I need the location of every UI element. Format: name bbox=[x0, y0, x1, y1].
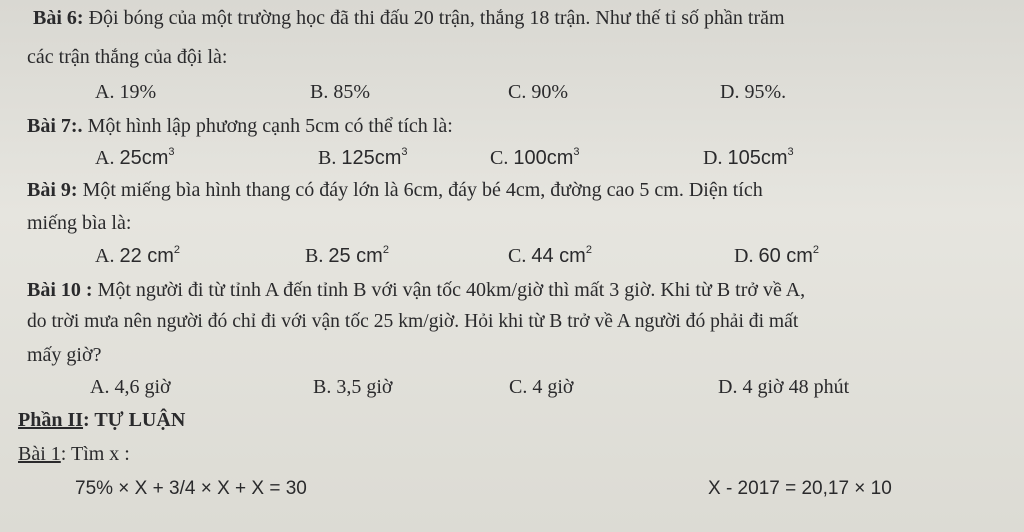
part2-title-b: : TỰ LUẬN bbox=[83, 409, 186, 431]
q6-option-b: B. 85% bbox=[310, 81, 370, 103]
bai1-text: : Tìm x : bbox=[60, 443, 130, 465]
q9-option-a: A. 22 $cm^2$ bbox=[95, 244, 181, 267]
q7-option-d: D. $105cm^3$ bbox=[703, 146, 794, 169]
q10-line2: do trời mưa nên người đó chỉ đi với vận tốc 25 km/giờ. Hỏi khi từ B trở về A người đó phải đi mất bbox=[27, 311, 799, 332]
q9-option-d: D. 60 $cm^2$ bbox=[734, 244, 820, 267]
bai1-line bbox=[18, 442, 130, 466]
q6-line2: các trận thắng của đội là: bbox=[27, 46, 228, 68]
q6-label: Bài 6: bbox=[33, 7, 84, 29]
q10-line1 bbox=[27, 278, 805, 302]
q6-option-c: C. 90% bbox=[508, 81, 568, 103]
q7-option-b: B. $125cm^3$ bbox=[318, 146, 408, 169]
q10-line3: mấy giờ? bbox=[27, 344, 102, 366]
q7-line bbox=[27, 114, 453, 138]
part2-title-a: Phần II bbox=[18, 409, 84, 431]
q6-option-d: D. 95%. bbox=[720, 81, 787, 103]
q10-text: Một người đi từ tỉnh A đến tỉnh B với vận tốc 40km/giờ thì mất 3 giờ. Khi từ B trở về A, bbox=[97, 279, 806, 301]
q9-line1 bbox=[27, 178, 763, 202]
q9-option-c: C. 44 $cm^2$ bbox=[508, 244, 592, 267]
q6-text: Đội bóng của một trường học đã thi đấu 20 trận, thắng 18 trận. Như thế tỉ số phần trăm bbox=[88, 7, 785, 29]
q6-option-a: A. 19% bbox=[95, 81, 157, 103]
bai1-equation-1: 75% × X + 3/4 × X + X = 30 bbox=[75, 478, 307, 499]
bai1-label: Bài 1 bbox=[18, 443, 61, 465]
q10-label: Bài 10 : bbox=[27, 279, 93, 301]
bai1-equation-2: X - 2017 = 20,17 × 10 bbox=[708, 478, 892, 499]
q10-option-d: D. 4 giờ 48 phút bbox=[718, 376, 850, 398]
q10-option-b: B. 3,5 giờ bbox=[313, 376, 393, 398]
q7-label: Bài 7:. bbox=[27, 115, 83, 137]
q10-option-c: C. 4 giờ bbox=[509, 376, 574, 398]
q9-label: Bài 9: bbox=[27, 179, 78, 201]
part2-heading bbox=[18, 408, 185, 432]
q9-line2: miếng bìa là: bbox=[27, 212, 132, 234]
q6-line1 bbox=[33, 6, 785, 30]
q9-option-b: B. 25 $cm^2$ bbox=[305, 244, 389, 267]
q7-option-a: A. $25cm^3$ bbox=[95, 146, 175, 169]
q7-text: Một hình lập phương cạnh 5cm có thể tích là: bbox=[87, 115, 453, 137]
q7-option-c: C. $100cm^3$ bbox=[490, 146, 580, 169]
q9-text: Một miếng bìa hình thang có đáy lớn là 6cm, đáy bé 4cm, đường cao 5 cm. Diện tích bbox=[82, 179, 763, 201]
q10-option-a: A. 4,6 giờ bbox=[90, 376, 171, 398]
